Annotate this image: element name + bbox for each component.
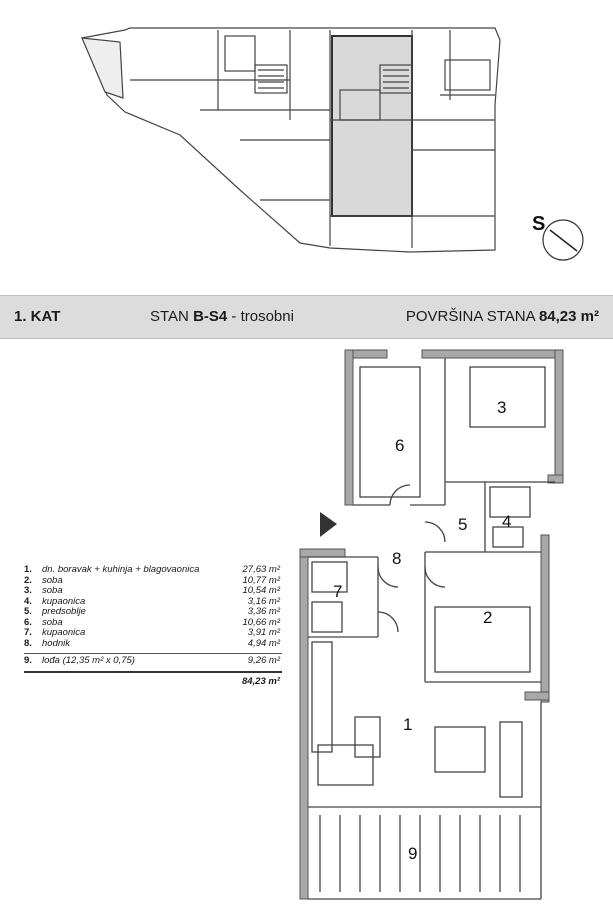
room-number: 3. — [24, 585, 32, 596]
key-plan-highlight — [332, 36, 412, 216]
room-label-4: 4 — [502, 512, 512, 531]
room-area: 10,54 m² — [242, 585, 280, 596]
room-name: lođa (12,35 m² x 0,75) — [42, 655, 135, 666]
room-area: 10,66 m² — [242, 616, 280, 628]
legend-row — [24, 586, 282, 597]
apartment-type: - trosobni — [227, 308, 294, 325]
room-name: soba — [42, 585, 63, 596]
room-area: 3,16 m² — [247, 595, 280, 607]
room-name: kupaonica — [42, 627, 86, 638]
key-plan-balcony — [82, 38, 123, 98]
room-number: 5. — [24, 606, 32, 617]
legend-row-loggia — [24, 653, 282, 667]
area-value: 84,23 m² — [538, 308, 599, 325]
total-area: 84,23 m² — [241, 675, 280, 687]
room-label-6: 6 — [395, 436, 405, 455]
room-number: 2. — [24, 574, 32, 586]
wall — [300, 549, 345, 557]
legend-row — [24, 628, 282, 639]
room-area: 27,63 m² — [242, 564, 280, 575]
wall — [555, 350, 563, 475]
title-band — [0, 295, 613, 339]
room-name: predsoblje — [42, 606, 86, 617]
legend-total — [24, 671, 282, 687]
room-area: 3,36 m² — [247, 606, 280, 617]
room-number: 9. — [24, 655, 32, 666]
key-plan — [0, 0, 613, 295]
room-name: soba — [42, 616, 63, 628]
room-number: 4. — [24, 595, 32, 607]
legend-row — [24, 565, 282, 576]
room-label-8: 8 — [392, 549, 402, 568]
room-name: kupaonica — [42, 595, 86, 607]
apartment-prefix: STAN — [150, 308, 194, 325]
room-label-7: 7 — [333, 582, 343, 601]
room-area-table — [24, 565, 282, 687]
wall — [300, 549, 308, 899]
apartment-code: B-S4 — [193, 308, 228, 325]
room-name: soba — [42, 574, 63, 586]
area-label: POVRŠINA STANA — [405, 308, 539, 325]
room-number: 1. — [24, 564, 32, 575]
room-number: 7. — [24, 627, 32, 638]
entrance-marker — [320, 512, 337, 537]
room-number: 6. — [24, 616, 32, 628]
room-label-5: 5 — [458, 515, 468, 534]
room-area: 4,94 m² — [247, 637, 280, 649]
legend-row — [24, 607, 282, 618]
room-label-3: 3 — [497, 398, 507, 417]
wall — [541, 535, 549, 702]
room-area: 9,26 m² — [247, 655, 280, 666]
wall — [422, 350, 562, 358]
wall — [525, 692, 549, 700]
room-name: dn. boravak + kuhinja + blagovaonica — [42, 564, 200, 575]
floor-label: 1. KAT — [14, 308, 61, 325]
room-area: 10,77 m² — [242, 574, 280, 586]
room-name: hodnik — [42, 637, 70, 649]
room-label-1: 1 — [403, 715, 413, 734]
compass-label: S — [532, 213, 546, 235]
apartment-title — [150, 308, 294, 325]
room-label-2: 2 — [483, 608, 493, 627]
room-label-9: 9 — [408, 844, 418, 863]
wall — [345, 350, 353, 505]
compass — [532, 213, 583, 260]
legend-row — [24, 639, 282, 650]
room-number: 8. — [24, 637, 32, 649]
apartment-area — [406, 308, 599, 325]
room-area: 3,91 m² — [247, 627, 280, 638]
